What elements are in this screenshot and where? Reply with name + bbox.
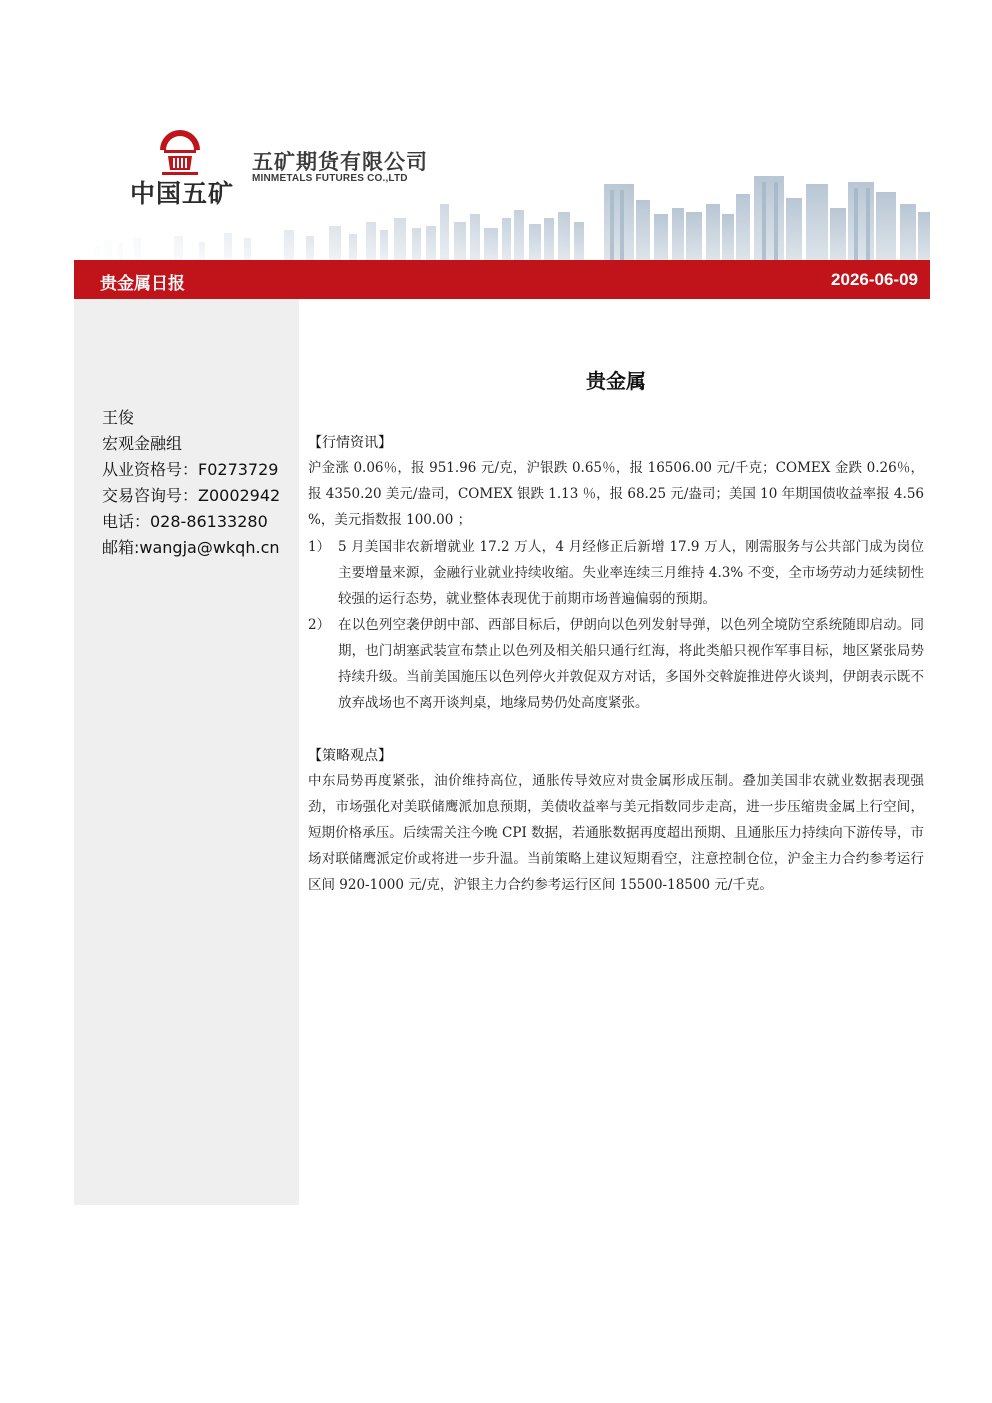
author-info	[102, 405, 280, 561]
market-item	[308, 612, 924, 716]
market-summary: 沪金涨 0.06％，报 951.96 元/克，沪银跌 0.65％，报 16506.00 元/千克；COMEX 金跌 0.26％，报 4350.20 美元/盎司，COMEX 银跌 1.13 ％，报 68.25 元/盎司；美国 10 年期国债收益率报 4.56 %，美元指数报 100.00 ；	[308, 460, 924, 528]
author-consult-number: 交易咨询号：Z0002942	[102, 486, 281, 505]
market-item-number: 2）	[308, 617, 331, 633]
market-item-number: 1）	[308, 539, 331, 555]
market-item	[308, 534, 924, 612]
author-qualification: 从业资格号：F0273729	[102, 460, 279, 479]
strategy-heading: 【策略观点】	[308, 748, 392, 764]
company-name-en: MINMETALS FUTURES CO.,LTD	[252, 173, 408, 184]
author-email[interactable]: 邮箱:wangja@wkqh.cn	[102, 538, 280, 557]
strategy-text: 中东局势再度紧张，油价维持高位，通胀传导效应对贵金属形成压制。叠加美国非农就业数据表现强劲，市场强化对美联储鹰派加息预期，美债收益率与美元指数同步走高，进一步压缩贵金属上行空间，短期价格承压。后续需关注今晚 CPI 数据，若通胀数据再度超出预期、且通胀压力持续向下游传导，市场对联储鹰派定价或将进一步升温。当前策略上建议短期看空，注意控制仓位，沪金主力合约参考运行区间 920-1000 元/克，沪银主力合约参考运行区间 15500-18500 元/千克。	[308, 773, 924, 893]
minmetals-logo-icon	[156, 128, 204, 176]
report-title-bar	[74, 260, 930, 299]
section-title: 贵金属	[586, 369, 646, 393]
market-item-text: 5 月美国非农新增就业 17.2 万人，4 月经修正后新增 17.9 万人，刚需服务与公共部门成为岗位主要增量来源，金融行业就业持续收缩。失业率连续三月维持 4.3% 不变，全市场劳动力延续韧性较强的运行态势，就业整体表现优于前期市场普遍偏弱的预期。	[338, 539, 924, 607]
market-heading: 【行情资讯】	[308, 435, 392, 451]
group-name: 中国五矿	[130, 179, 235, 208]
report-title: 贵金属日报	[100, 274, 185, 294]
author-name: 王俊	[102, 408, 135, 427]
market-item-text: 在以色列空袭伊朗中部、西部目标后，伊朗向以色列发射导弹，以色列全境防空系统随即启动。同期，也门胡塞武装宣布禁止以色列及相关船只通行红海，将此类船只视作军事目标，地区紧张局势持续升级。当前美国施压以色列停火并敦促双方对话，多国外交斡旋推进停火谈判，伊朗表示既不放弃战场也不离开谈判桌，地缘局势仍处高度紧张。	[338, 617, 924, 711]
author-phone: 电话：028-86133280	[102, 512, 268, 531]
report-header	[74, 118, 930, 260]
author-group: 宏观金融组	[102, 434, 183, 453]
author-sidebar	[74, 299, 299, 1205]
report-date: 2026-06-09	[831, 270, 918, 289]
company-name-cn: 五矿期货有限公司	[252, 150, 428, 174]
